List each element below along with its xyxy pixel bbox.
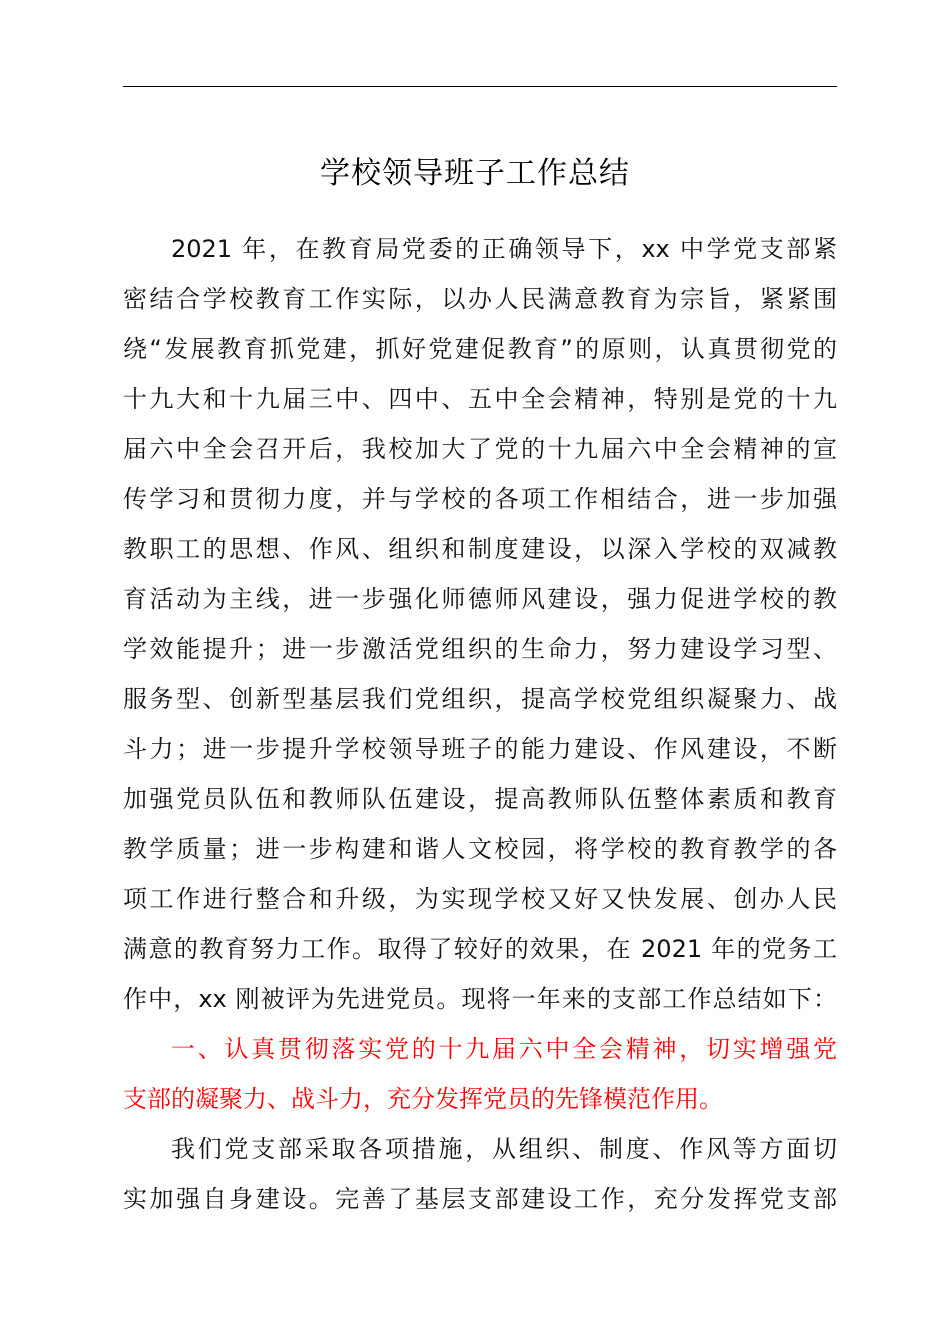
text-line: 密结合学校教育工作实际，以办人民满意教育为宗旨，紧紧围	[123, 285, 837, 313]
text-line: 教学质量；进一步构建和谐人文校园，将学校的教育教学的各	[123, 835, 837, 863]
paragraph-intro	[123, 224, 837, 1024]
section-heading-1	[123, 1024, 837, 1124]
text-line: 我们党支部采取各项措施，从组织、制度、作风等方面切	[171, 1135, 837, 1163]
heading-line: 一、认真贯彻落实党的十九届六中全会精神，切实增强党	[171, 1035, 837, 1063]
heading-line: 支部的凝聚力、战斗力，充分发挥党员的先锋模范作用。	[123, 1085, 723, 1113]
text-line: 教职工的思想、作风、组织和制度建设，以深入学校的双减教	[123, 535, 837, 563]
text-line: 加强党员队伍和教师队伍建设，提高教师队伍整体素质和教育	[123, 785, 837, 813]
text-line: 学效能提升；进一步激活党组织的生命力，努力建设学习型、	[123, 635, 837, 663]
text-line: 作中，xx 刚被评为先进党员。现将一年来的支部工作总结如下：	[123, 985, 837, 1013]
text-line: 斗力；进一步提升学校领导班子的能力建设、作风建设，不断	[123, 735, 837, 763]
text-line: 项工作进行整合和升级，为实现学校又好又快发展、创办人民	[123, 885, 837, 913]
paragraph-section-1	[123, 1124, 837, 1224]
document-title: 学校领导班子工作总结	[320, 156, 630, 191]
text-line: 十九大和十九届三中、四中、五中全会精神，特别是党的十九	[123, 385, 837, 413]
text-line: 绕“发展教育抓党建，抓好党建促教育”的原则，认真贯彻党的	[123, 335, 837, 363]
text-line: 传学习和贯彻力度，并与学校的各项工作相结合，进一步加强	[123, 485, 837, 513]
text-line: 实加强自身建设。完善了基层支部建设工作，充分发挥党支部	[123, 1185, 837, 1213]
text-line: 满意的教育努力工作。取得了较好的效果，在 2021 年的党务工	[123, 935, 837, 963]
text-line: 2021 年，在教育局党委的正确领导下，xx 中学党支部紧	[171, 235, 837, 263]
text-line: 届六中全会召开后，我校加大了党的十九届六中全会精神的宣	[123, 435, 837, 463]
text-line: 育活动为主线，进一步强化师德师风建设，强力促进学校的教	[123, 585, 837, 613]
document-body	[123, 224, 837, 1224]
text-line: 服务型、创新型基层我们党组织，提高学校党组织凝聚力、战	[123, 685, 837, 713]
header-rule	[123, 86, 837, 87]
